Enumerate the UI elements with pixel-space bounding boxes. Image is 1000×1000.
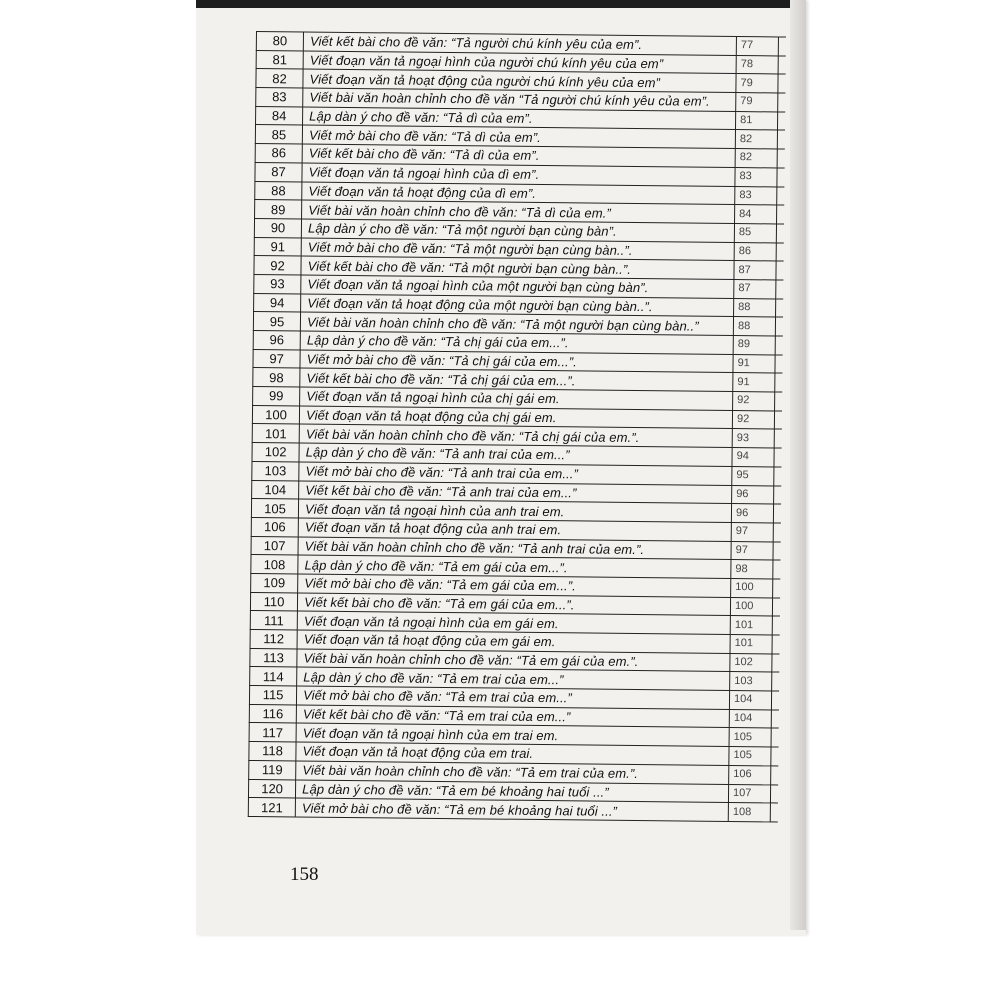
row-page: 97 [731,541,773,560]
row-extra-column [775,355,783,374]
row-title: Viết đoạn văn tả hoạt động của em gái em. [297,630,730,653]
row-extra-column [773,504,781,523]
row-title: Viết mở bài cho đề văn: “Tả chị gái của em...”. [300,350,733,373]
row-number: 121 [248,798,295,817]
row-extra-column [778,74,786,93]
row-title: Viết đoạn văn tả ngoại hình của em trai em. [296,723,729,746]
row-title: Viết kết bài cho đề văn: “Tả một người bạn cùng bàn..”. [301,256,734,279]
row-extra-column [772,635,780,654]
row-number: 115 [249,686,296,705]
row-extra-column [776,299,784,318]
row-page: 92 [732,410,774,429]
row-title: Viết mở bài cho đề văn: “Tả em gái của em...”. [298,574,731,597]
row-title: Lập dàn ý cho đề văn: “Tả chị gái của em...”. [300,331,733,354]
row-number: 117 [249,723,296,742]
row-page: 96 [732,485,774,504]
row-page: 108 [728,803,770,822]
row-number: 96 [253,330,300,349]
toc-body [248,32,786,822]
page-top-edge [196,0,806,8]
row-page: 106 [729,765,771,784]
row-page: 88 [733,317,775,336]
row-extra-column [775,317,783,336]
row-page: 101 [730,634,772,653]
row-title: Viết mở bài cho đề văn: “Tả em bé khoảng hai tuổi ...” [295,798,728,821]
row-title: Viết đoạn văn tả ngoại hình của một người bạn cùng bàn”. [301,275,734,298]
row-title: Viết đoạn văn tả ngoại hình của em gái em. [297,611,730,634]
row-title: Lập dàn ý cho đề văn: “Tả anh trai của em...” [299,443,732,466]
row-extra-column [774,429,782,448]
row-number: 85 [255,125,302,144]
row-extra-column [771,766,779,785]
row-extra-column [777,186,785,205]
row-number: 84 [256,106,303,125]
row-page: 81 [736,111,778,130]
row-number: 89 [255,200,302,219]
row-title: Lập dàn ý cho đề văn: “Tả dì của em”. [303,107,736,130]
row-page: 87 [734,261,776,280]
row-extra-column [774,448,782,467]
row-number: 99 [253,387,300,406]
row-title: Viết kết bài cho đề văn: “Tả người chú kính yêu của em”. [303,32,736,55]
row-page: 102 [730,653,772,672]
row-extra-column [777,168,785,187]
row-extra-column [774,485,782,504]
row-page: 91 [733,373,775,392]
row-extra-column [776,280,784,299]
row-page: 103 [730,672,772,691]
row-page: 92 [733,392,775,411]
row-extra-column [771,784,779,803]
row-extra-column [773,560,781,579]
row-title: Viết đoạn văn tả hoạt động của em trai. [296,742,729,765]
row-page: 96 [731,504,773,523]
row-number: 81 [256,50,303,69]
row-page: 104 [729,691,771,710]
row-extra-column [777,205,785,224]
row-number: 93 [254,274,301,293]
row-page: 91 [733,354,775,373]
row-extra-column [774,411,782,430]
row-title: Viết đoạn văn tả ngoại hình của dì em”. [302,163,735,186]
row-page: 100 [730,597,772,616]
row-number: 100 [252,405,299,424]
row-page: 105 [729,747,771,766]
row-page: 97 [731,522,773,541]
row-title: Viết mở bài cho đề văn: “Tả một người bạn cùng bàn..”. [301,238,734,261]
row-page: 87 [734,279,776,298]
row-page: 93 [732,429,774,448]
row-title: Viết bài văn hoàn chỉnh cho đề văn: “Tả anh trai của em.”. [298,537,731,560]
row-number: 101 [252,424,299,443]
row-page: 101 [730,616,772,635]
row-number: 91 [254,237,301,256]
row-title: Viết mở bài cho đề văn: “Tả em trai của em...” [297,686,730,709]
row-extra-column [775,392,783,411]
row-page: 88 [734,298,776,317]
row-number: 107 [251,536,298,555]
row-title: Viết bài văn hoàn chỉnh cho đề văn: “Tả em trai của em.”. [296,761,729,784]
row-extra-column [772,672,780,691]
row-extra-column [773,542,781,561]
row-number: 109 [251,573,298,592]
row-title: Viết kết bài cho đề văn: “Tả em trai của em...” [296,705,729,728]
row-title: Viết đoạn văn tả hoạt động của một người bạn cùng bàn..”. [301,294,734,317]
row-number: 90 [254,218,301,237]
row-extra-column [776,261,784,280]
row-page: 107 [728,784,770,803]
row-extra-column [777,149,785,168]
row-number: 103 [252,461,299,480]
row-title: Viết đoạn văn tả ngoại hình của anh trai em. [299,499,732,522]
row-extra-column [775,373,783,392]
row-number: 104 [252,480,299,499]
row-number: 83 [256,88,303,107]
row-extra-column [778,56,786,75]
row-page: 83 [735,186,777,205]
row-extra-column [777,130,785,149]
row-extra-column [773,579,781,598]
row-number: 97 [253,349,300,368]
row-page: 85 [734,223,776,242]
row-page: 104 [729,709,771,728]
row-extra-column [770,803,778,822]
row-extra-column [778,93,786,112]
row-page: 95 [732,466,774,485]
row-number: 80 [256,32,303,51]
row-number: 87 [255,162,302,181]
row-extra-column [775,336,783,355]
row-title: Lập dàn ý cho đề văn: “Tả em gái của em...”. [298,555,731,578]
row-title: Viết kết bài cho đề văn: “Tả em gái của em...”. [298,593,731,616]
row-title: Viết kết bài cho đề văn: “Tả dì của em”. [302,144,735,167]
row-page: 82 [735,130,777,149]
row-page: 82 [735,149,777,168]
row-title: Viết đoạn văn tả hoạt động của chị gái em. [299,406,732,429]
row-title: Viết bài văn hoàn chỉnh cho đề văn “Tả người chú kính yêu của em”. [303,88,736,111]
row-number: 119 [249,760,296,779]
row-extra-column [771,728,779,747]
row-extra-column [776,224,784,243]
row-page: 79 [736,74,778,93]
row-number: 95 [253,312,300,331]
row-title: Viết đoạn văn tả ngoại hình của chị gái em. [300,387,733,410]
row-number: 92 [254,256,301,275]
row-title: Viết mở bài cho đề văn: “Tả anh trai của em...” [299,462,732,485]
row-extra-column [776,243,784,262]
row-number: 113 [250,648,297,667]
row-title: Viết đoạn văn tả hoạt động của người chú kính yêu của em” [303,69,736,92]
row-number: 108 [251,555,298,574]
row-number: 82 [256,69,303,88]
row-page: 84 [735,205,777,224]
row-title: Viết đoạn văn tả ngoại hình của người chú kính yêu của em” [303,51,736,74]
row-page: 100 [731,578,773,597]
row-number: 111 [250,611,297,630]
row-page: 94 [732,448,774,467]
row-number: 120 [248,779,295,798]
row-page: 86 [734,242,776,261]
row-number: 112 [250,629,297,648]
row-page: 78 [736,55,778,74]
row-number: 86 [255,144,302,163]
row-title: Viết đoạn văn tả hoạt động của anh trai em. [298,518,731,541]
page-number: 158 [290,864,319,885]
row-number: 118 [249,742,296,761]
row-page: 105 [729,728,771,747]
row-title: Viết kết bài cho đề văn: “Tả chị gái của em...”. [300,368,733,391]
row-title: Viết kết bài cho đề văn: “Tả anh trai của em...” [299,480,732,503]
row-number: 106 [251,517,298,536]
row-title: Lập dàn ý cho đề văn: “Tả một người bạn cùng bàn”. [301,219,734,242]
row-extra-column [772,654,780,673]
row-page: 83 [735,167,777,186]
row-extra-column [772,598,780,617]
row-number: 114 [250,667,297,686]
page-gutter-shadow [790,0,806,930]
row-title: Viết bài văn hoàn chỉnh cho đề văn: “Tả dì của em.” [302,200,735,223]
row-extra-column [772,616,780,635]
row-number: 102 [252,443,299,462]
row-page: 98 [731,560,773,579]
row-page: 79 [736,93,778,112]
row-title: Viết đoạn văn tả hoạt động của dì em”. [302,181,735,204]
row-extra-column [778,112,786,131]
row-extra-column [774,467,782,486]
row-number: 94 [254,293,301,312]
row-title: Lập dàn ý cho đề văn: “Tả em bé khoảng hai tuổi ...” [296,779,729,802]
row-number: 110 [250,592,297,611]
row-extra-column [771,691,779,710]
row-title: Viết bài văn hoàn chỉnh cho đề văn: “Tả chị gái của em.”. [299,424,732,447]
row-title: Viết bài văn hoàn chỉnh cho đề văn: “Tả một người bạn cùng bàn..” [300,312,733,335]
row-extra-column [771,710,779,729]
row-page: 77 [736,37,778,56]
row-page: 89 [733,336,775,355]
row-extra-column [778,37,786,56]
row-extra-column [771,747,779,766]
row-number: 105 [251,499,298,518]
row-title: Viết bài văn hoàn chỉnh cho đề văn: “Tả em gái của em.”. [297,649,730,672]
row-number: 88 [255,181,302,200]
row-number: 98 [253,368,300,387]
row-number: 116 [249,704,296,723]
row-title: Viết mở bài cho đề văn: “Tả dì của em”. [302,125,735,148]
row-title: Lập dàn ý cho đề văn: “Tả em trai của em...” [297,667,730,690]
table-of-contents [248,31,786,822]
row-extra-column [773,523,781,542]
